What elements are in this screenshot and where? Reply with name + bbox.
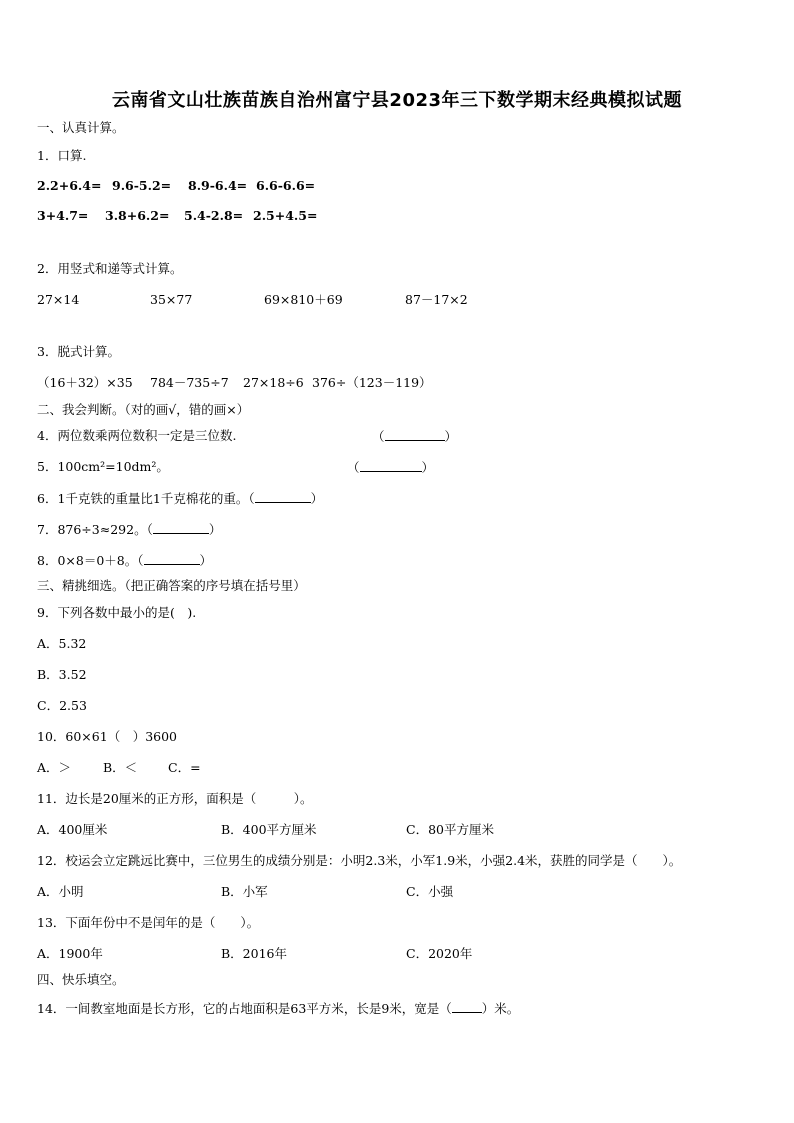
q9-option-c[interactable]: C．2.53 [37,698,87,713]
q2-item: 87－17×2 [405,292,468,307]
question-11: 11．边长是20厘米的正方形，面积是（ ）。 [37,791,313,806]
q10-option-c[interactable]: C．= [168,760,201,775]
q3-item: 784－735÷7 [150,375,229,390]
question-4: 4．两位数乘两位数积一定是三位数. [37,428,237,443]
question-3-label: 3．脱式计算。 [37,344,120,359]
answer-line [385,428,445,441]
question-5: 5．100cm²=10dm²。 [37,459,169,474]
q14-answer-blank[interactable] [452,1000,482,1013]
q9-option-b[interactable]: B．3.52 [37,667,87,682]
section-heading-4: 四、快乐填空。 [37,972,125,987]
q3-item: （16＋32）×35 [37,375,133,390]
q5-answer-blank[interactable]: （ ） [347,460,435,475]
q1-item: 6.6-6.6= [256,178,316,193]
q12-option-c[interactable]: C．小强 [406,884,454,899]
q11-option-c[interactable]: C．80平方厘米 [406,822,494,837]
q12-option-b[interactable]: B．小军 [221,884,268,899]
q1-item: 3+4.7= [37,208,89,223]
question-2-label: 2．用竖式和递等式计算。 [37,261,183,276]
q13-option-c[interactable]: C．2020年 [406,946,473,961]
q3-item: 376÷（123－119） [312,375,432,390]
q4-answer-blank[interactable]: （ ） [372,429,458,444]
q1-item: 3.8+6.2= [105,208,170,223]
question-7: 7．876÷3≈292。（ ） [37,522,222,537]
question-10: 10．60×61（ ）3600 [37,729,178,744]
q12-option-a[interactable]: A．小明 [37,884,84,899]
q13-option-a[interactable]: A．1900年 [37,946,103,961]
q11-option-b[interactable]: B．400平方厘米 [221,822,317,837]
question-9: 9．下列各数中最小的是( ). [37,605,197,620]
q3-item: 27×18÷6 [243,375,304,390]
q1-item: 5.4-2.8= [184,208,244,223]
q13-option-b[interactable]: B．2016年 [221,946,287,961]
q10-option-b[interactable]: B．＜ [103,760,138,775]
q8-answer-blank[interactable] [144,552,200,565]
page-title: 云南省文山壮族苗族自治州富宁县2023年三下数学期末经典模拟试题 [111,90,683,111]
q6-answer-blank[interactable] [255,490,311,503]
q1-item: 2.2+6.4= [37,178,102,193]
question-8: 8．0×8＝0＋8。（ ） [37,553,213,568]
q2-item: 27×14 [37,292,80,307]
question-13: 13．下面年份中不是闰年的是（ ）。 [37,915,260,930]
q9-option-a[interactable]: A．5.32 [37,636,87,651]
q2-item: 69×810＋69 [264,292,343,307]
question-6: 6．1千克铁的重量比1千克棉花的重。（ ） [37,491,324,506]
answer-line [360,459,422,472]
question-14: 14．一间教室地面是长方形，它的占地面积是63平方米，长是9米，宽是（ ）米。 [37,1001,520,1016]
section-heading-2: 二、我会判断。（对的画√，错的画×） [37,402,250,417]
q1-item: 8.9-6.4= [188,178,248,193]
q1-item: 2.5+4.5= [253,208,318,223]
question-12: 12．校运会立定跳远比赛中，三位男生的成绩分别是：小明2.3米，小军1.9米，小强2.4米，获胜的同学是（ ）。 [37,853,682,868]
section-heading-3: 三、精挑细选。（把正确答案的序号填在括号里） [37,578,306,593]
q1-item: 9.6-5.2= [112,178,172,193]
q7-answer-blank[interactable] [153,521,209,534]
section-heading-1: 一、认真计算。 [37,120,125,135]
q2-item: 35×77 [150,292,193,307]
question-1-label: 1．口算. [37,148,87,163]
q10-option-a[interactable]: A．＞ [37,760,72,775]
q11-option-a[interactable]: A．400厘米 [37,822,108,837]
